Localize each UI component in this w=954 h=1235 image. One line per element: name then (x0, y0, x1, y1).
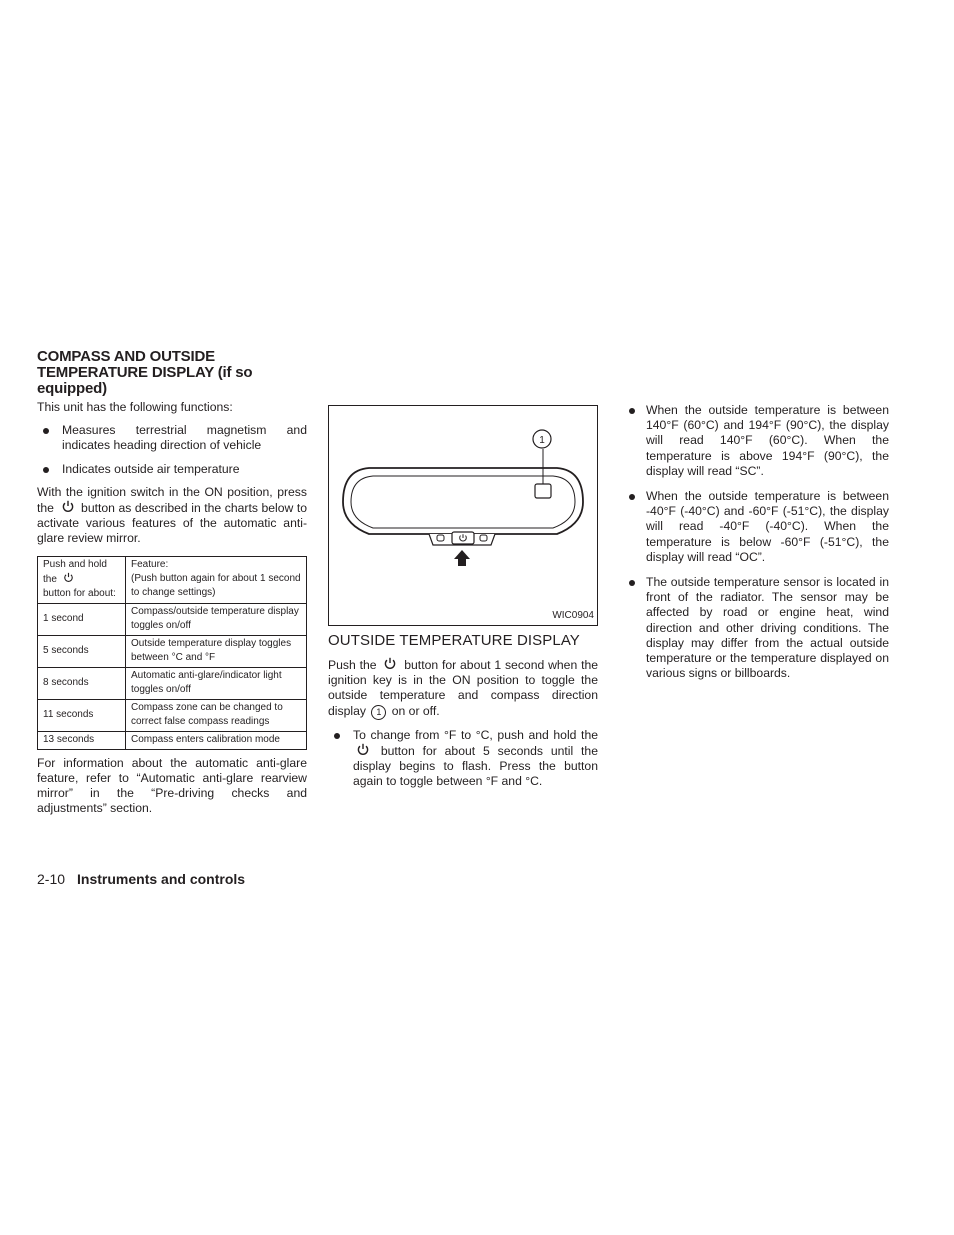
footer-section-name: Instruments and controls (77, 871, 246, 887)
header-feature-label: Feature: (131, 559, 169, 571)
bullet-icon (629, 580, 635, 586)
list-item (627, 403, 889, 479)
power-button-icon (62, 572, 75, 583)
callout-inline: 1 (371, 705, 386, 720)
intro-text: This unit has the following functions: (37, 400, 233, 414)
table-cell-time: 1 second (38, 603, 126, 635)
header-text-a: Push and hold the (43, 558, 107, 585)
list-item-text-b: button for about 5 seconds until the display begins to flash. Press the button again to toggle between °F and °C. (353, 743, 598, 789)
callout-number: 1 (539, 435, 545, 446)
list-item (627, 489, 889, 565)
subsection-text-c: on or off. (391, 703, 440, 718)
note-text: When the outside temperature is between -40°F (-40°C) and -60°F (-51°C), the display will read -40°F (-40°C). When the temperature is below -60°F (-51°C), the display will read “OC”. (646, 489, 889, 564)
subsection-text-a: Push the (328, 658, 377, 672)
column-middle (328, 405, 598, 797)
table-cell-time: 11 seconds (38, 699, 126, 731)
table-cell-feature: Compass/outside temperature display toggles on/off (126, 603, 307, 635)
bullet-icon (334, 733, 340, 739)
list-item (328, 728, 598, 790)
table-cell-feature: Automatic anti-glare/indicator light toggles on/off (126, 667, 307, 699)
table-header-duration (38, 556, 126, 603)
mirror-figure (328, 405, 598, 626)
table-row (38, 731, 307, 749)
reference-paragraph: For information about the automatic anti-glare feature, refer to “Automatic anti-glare rearview mirror” in the “Pre-driving checks and adjustments” section. (37, 755, 307, 816)
table-cell-feature: Compass zone can be changed to correct false compass readings (126, 699, 307, 731)
note-text: When the outside temperature is between 140°F (60°C) and 194°F (90°C), the display will read 140°F (60°C). When the temperature is above 194°F (90°C), the display will read “SC”. (646, 403, 889, 478)
subsection-paragraph (328, 657, 598, 720)
table-header-row (38, 556, 307, 603)
bullet-icon (629, 408, 635, 414)
notes-list (627, 403, 889, 681)
power-button-icon (355, 743, 371, 756)
figure-label: WIC0904 (552, 609, 594, 621)
features-table (37, 556, 307, 750)
rearview-mirror-illustration (329, 406, 597, 625)
table-cell-feature: Outside temperature display toggles between °C and °F (126, 635, 307, 667)
bullet-icon (629, 494, 635, 500)
list-item-text-a: To change from °F to °C, push and hold the (353, 727, 598, 742)
instruction-text-a: With the ignition switch in the ON position, press the (37, 484, 307, 516)
page-number: 2-10 (37, 871, 66, 887)
list-item (37, 423, 307, 453)
header-feature-note: (Push button again for about 1 second to change settings) (131, 573, 301, 599)
list-item-text: Measures terrestrial magnetism and indicates heading direction of vehicle (62, 423, 307, 453)
list-item (627, 575, 889, 681)
list-item (37, 462, 307, 477)
table-cell-feature: Compass enters calibration mode (126, 731, 307, 749)
subsection-title: OUTSIDE TEMPERATURE DISPLAY (328, 632, 580, 649)
table-cell-time: 13 seconds (38, 731, 126, 749)
bullet-icon (43, 428, 49, 434)
instruction-paragraph (37, 485, 307, 547)
note-text: The outside temperature sensor is located in front of the radiator. The sensor may be affected by road or engine heat, wind direction and other driving conditions. The display may differ from the actual outside temperature or the temperature displayed on various signs or billboards. (646, 575, 889, 681)
table-row (38, 667, 307, 699)
up-arrow-icon (454, 550, 470, 566)
header-text-b: button for about: (43, 587, 116, 599)
subsection-text-b: button for about 1 second when the ignition key is in the ON position to toggle the outside temperature and compass direction display (328, 658, 599, 718)
mirror-outer-shell (343, 468, 583, 534)
power-button-icon (382, 657, 398, 670)
table-row (38, 635, 307, 667)
table-row (38, 699, 307, 731)
list-item-text: Indicates outside air temperature (62, 461, 240, 476)
column-left (37, 349, 307, 816)
page-footer (37, 871, 245, 887)
table-cell-time: 5 seconds (38, 635, 126, 667)
instruction-text-b: button as described in the charts below to activate various features of the automatic anti-glare review mirror. (37, 501, 308, 546)
column-right (627, 403, 889, 689)
table-row (38, 603, 307, 635)
bullet-icon (43, 467, 49, 473)
subsection-list (328, 728, 598, 790)
section-title: COMPASS AND OUTSIDE TEMPERATURE DISPLAY (if so equipped) (37, 348, 253, 397)
table-cell-time: 8 seconds (38, 667, 126, 699)
table-header-feature (126, 556, 307, 603)
functions-list (37, 423, 307, 477)
power-button-icon (60, 500, 76, 513)
